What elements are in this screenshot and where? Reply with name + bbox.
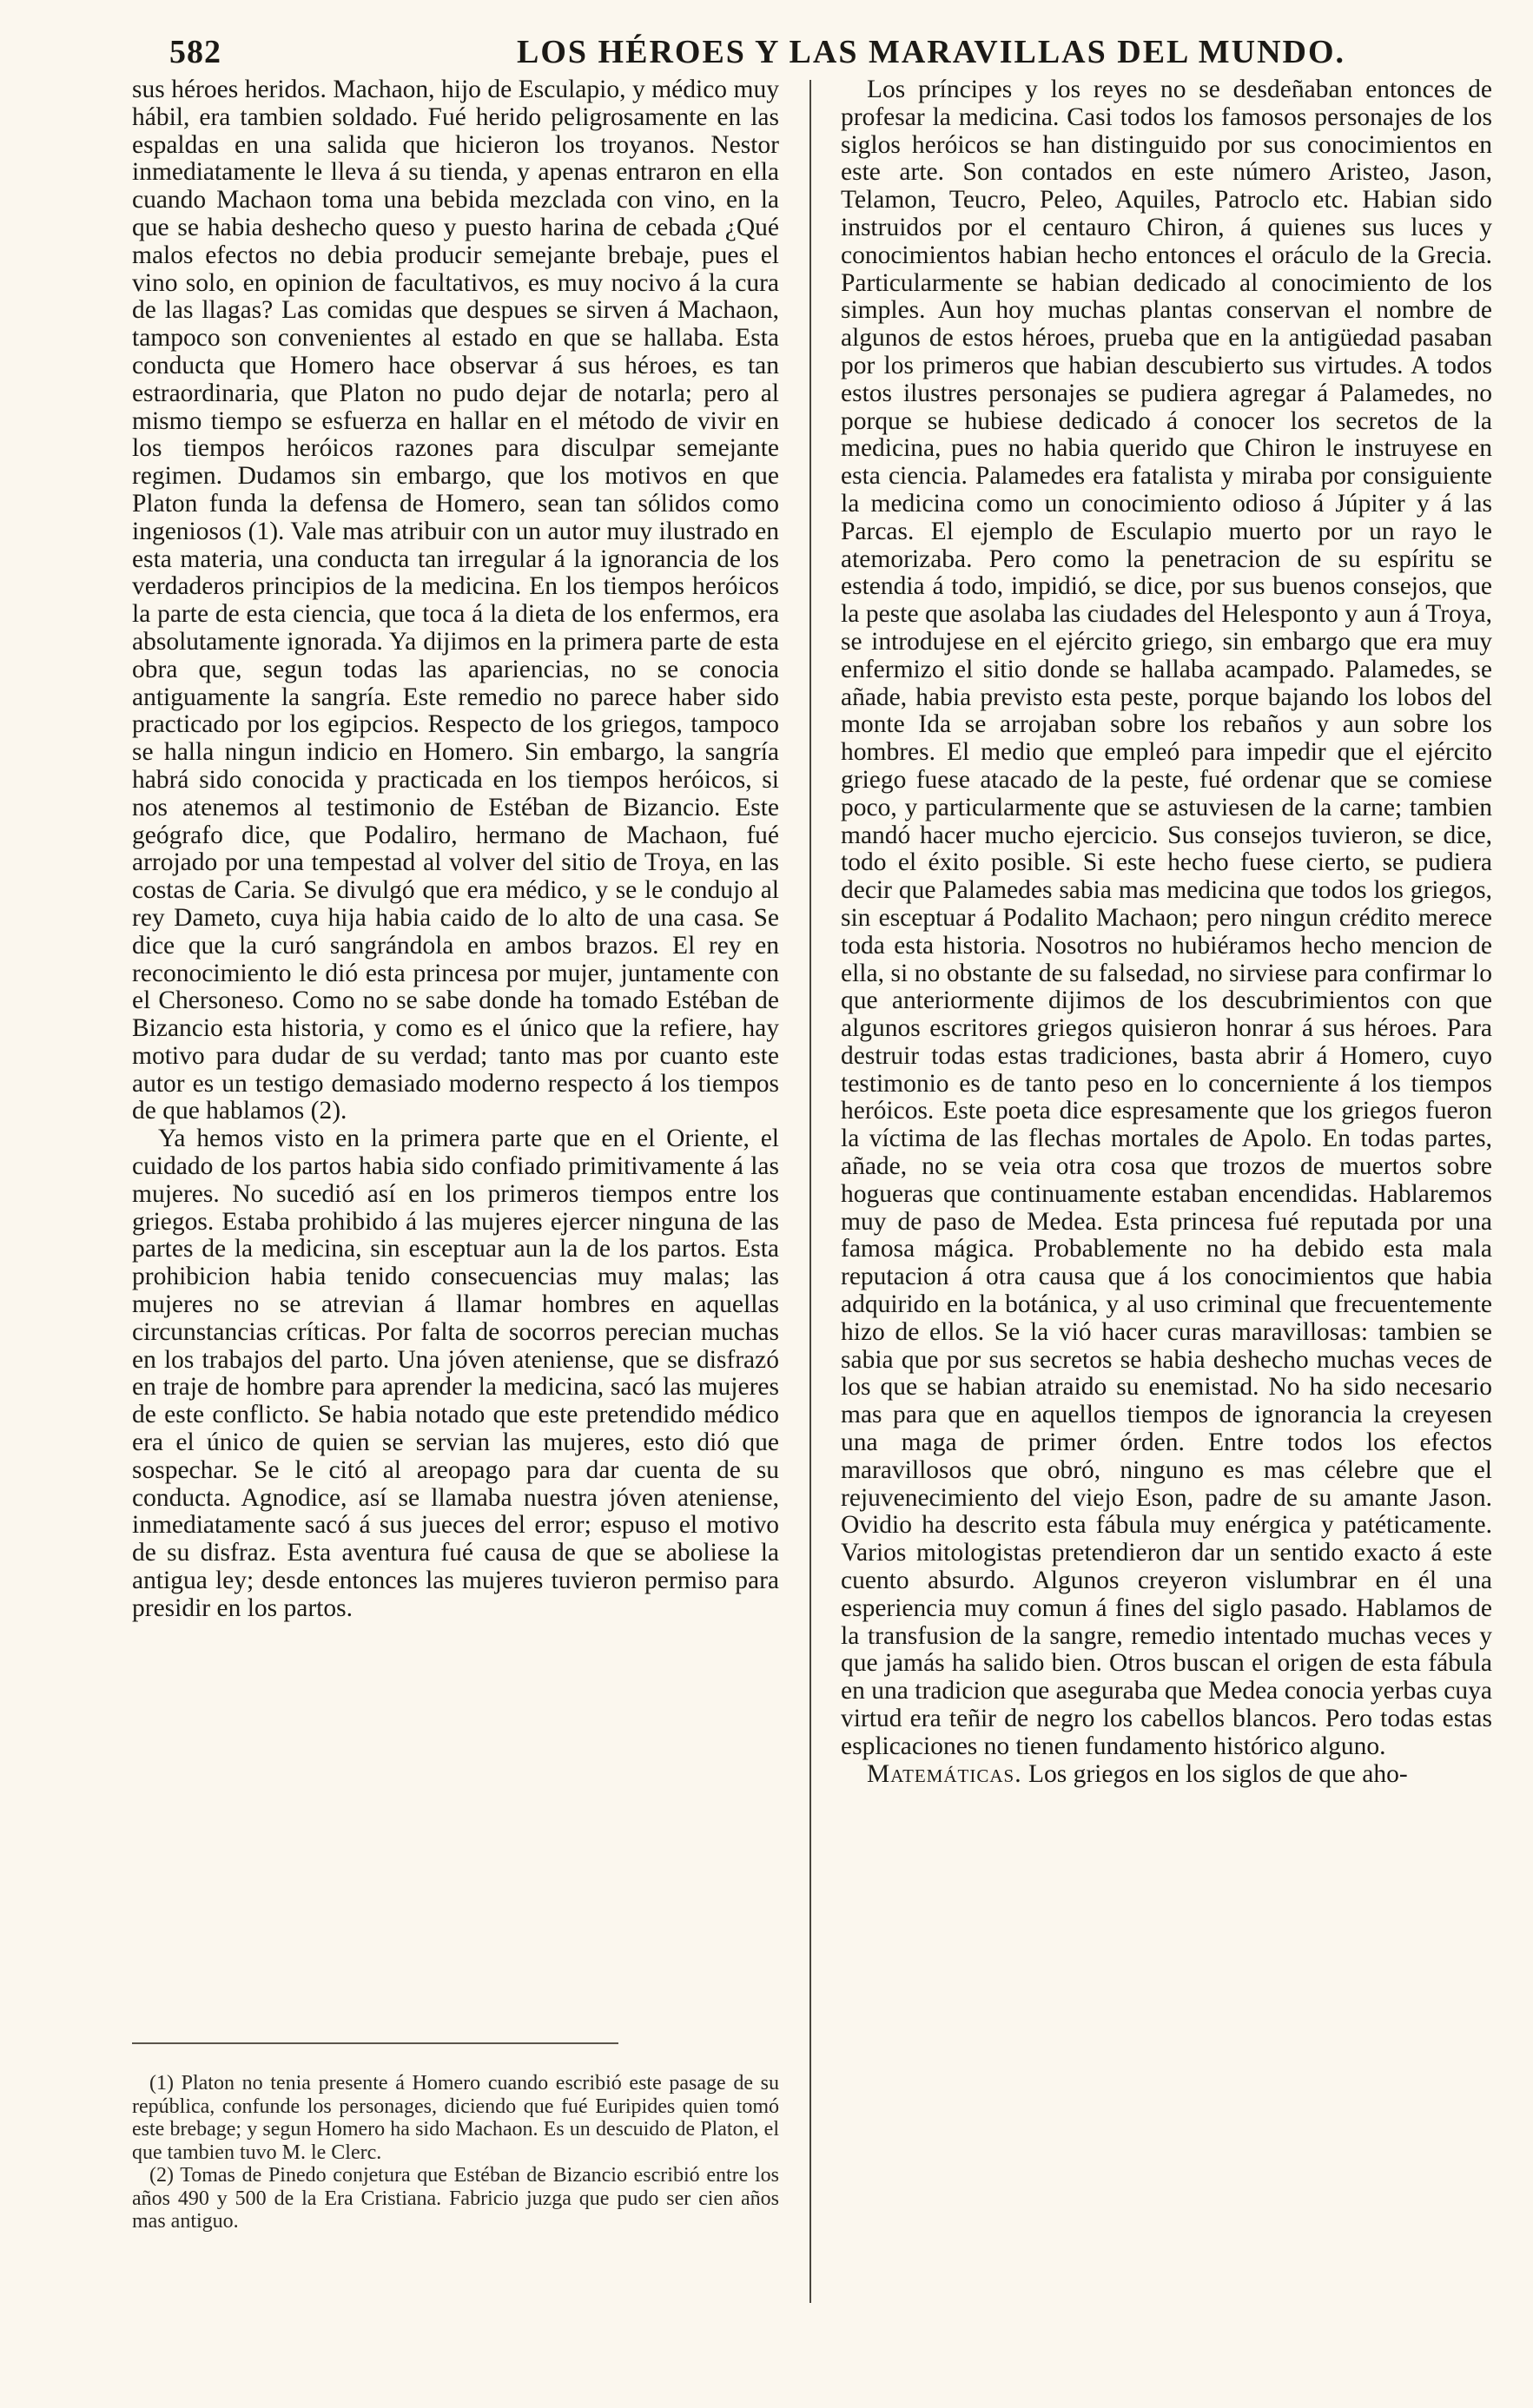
footnote-divider [132,2042,618,2044]
footnotes [132,2072,779,2233]
column-divider [809,80,811,2303]
section-heading: Matemáticas. [867,1759,1022,1788]
right-column [841,76,1492,1788]
paragraph: sus héroes heridos. Machaon, hijo de Esculapio, y médico muy hábil, era tambien soldado. Fué herido peligrosamente en las espaldas en una salida que hicieron los troyanos. Nestor inmediatamente le lleva á su tienda, y apenas entraron en ella cuando Machaon toma una bebida mezclada con vino, en la que se habia deshecho queso y puesto harina de cebada ¿Qué malos efectos no debia producir semejante brebaje, pues el vino solo, en opinion de facultativos, es muy nocivo á la cura de las llagas? Las comidas que despues se sirven á Machaon, tampoco son convenientes al estado en que se hallaba. Esta conducta que Homero hace observar á sus héroes, es tan estraordinaria, que Platon no pudo dejar de notarla; pero al mismo tiempo se esfuerza en hallar en el método de vivir en los tiempos heróicos razones para disculpar semejante regimen. Dudamos sin embargo, que los motivos en que Platon funda la defensa de Homero, sean tan sólidos como ingeniosos (1). Vale mas atribuir con un autor muy ilustrado en esta materia, una conducta tan irregular á la ignorancia de los verdaderos principios de la medicina. En los tiempos heróicos la parte de esta ciencia, que toca á la dieta de los enfermos, era absolutamente ignorada. Ya dijimos en la primera parte de esta obra que, segun todas las apariencias, no se conocia antiguamente la sangría. Este remedio no parece haber sido practicado por los egipcios. Respecto de los griegos, tampoco se halla ningun indicio en Homero. Sin embargo, la sangría habrá sido conocida y practicada en los tiempos heróicos, si nos atenemos al testimonio de Estéban de Bizancio. Este geógrafo dice, que Podaliro, hermano de Machaon, fué arrojado por una tempestad al volver del sitio de Troya, en las costas de Caria. Se divulgó que era médico, y se le condujo al rey Dameto, cuya hija habia caido de lo alto de una casa. Se dice que la curó sangrándola en ambos brazos. El rey en reconocimiento le dió esta princesa por mujer, juntamente con el Chersoneso. Como no se sabe donde ha tomado Estéban de Bizancio esta historia, y como es el único que la refiere, hay motivo para dudar de su verdad; tanto mas por cuanto este autor es un testigo demasiado moderno respecto á los tiempos de que hablamos (2). [132,76,779,1125]
section-start [841,1761,1492,1789]
paragraph: Ya hemos visto en la primera parte que en el Oriente, el cuidado de los partos habia sido confiado primitivamente á las mujeres. No sucedió así en los primeros tiempos entre los griegos. Estaba prohibido á las mujeres ejercer ninguna de las partes de la medicina, sin esceptuar aun la de los partos. Esta prohibicion habia tenido consecuencias muy malas; las mujeres no se atrevian á llamar hombres en aquellas circunstancias críticas. Por falta de socorros perecian muchas en los trabajos del parto. Una jóven ateniense, que se disfrazó en traje de hombre para aprender la medicina, sacó las mujeres de este conflicto. Se habia notado que este pretendido médico era el único de quien se servian las mujeres, esto dió que sospechar. Se le citó al areopago para dar cuenta de su conducta. Agnodice, así se llamaba nuestra jóven ateniense, inmediatamente sacó á sus jueces del error; espuso el motivo de su disfraz. Esta aventura fué causa de que se aboliese la antigua ley; desde entonces las mujeres tuvieron permiso para presidir en los partos. [132,1125,779,1622]
footnote: (2) Tomas de Pinedo conjetura que Estéban de Bizancio escribió entre los años 490 y 500 de la Era Cristiana. Fabricio juzga que pudo ser cien años mas antiguo. [132,2164,779,2233]
footnote: (1) Platon no tenia presente á Homero cuando escribió este pasage de su república, confunde los personages, diciendo que fué Euripides quien tomó este brebage; y segun Homero ha sido Machaon. Es un descuido de Platon, el que tambien tuvo M. le Clerc. [132,2072,779,2164]
page-header [169,30,1472,82]
page-number: 582 [169,34,221,70]
left-column [132,76,779,1623]
running-title: LOS HÉROES Y LAS MARAVILLAS DEL MUNDO. [517,34,1346,70]
paragraph: Los príncipes y los reyes no se desdeñaban entonces de profesar la medicina. Casi todos los famosos personajes de los siglos heróicos se han distinguido por sus conocimientos en este arte. Son contados en este número Aristeo, Jason, Telamon, Teucro, Peleo, Aquiles, Patroclo etc. Habian sido instruidos por el centauro Chiron, á quienes sus luces y conocimientos habian hecho entonces el oráculo de la Grecia. Particularmente se habian dedicado al conocimiento de los simples. Aun hoy muchas plantas conservan el nombre de algunos de estos héroes, prueba que en la antigüedad pasaban por los primeros que habian descubierto sus virtudes. A todos estos ilustres personajes se pudiera agregar á Palamedes, no porque se hubiese dedicado á conocer los secretos de la medicina, pues no habia querido que Chiron le instruyese en esta ciencia. Palamedes era fatalista y miraba por consiguiente la medicina como un conocimiento odioso á Júpiter y á las Parcas. El ejemplo de Esculapio muerto por un rayo le atemorizaba. Pero como la penetracion de su espíritu se estendia á todo, impidió, se dice, por sus buenos consejos, que la peste que asolaba las ciudades del Helesponto y aun á Troya, se introdujese en el ejército griego, sin embargo que era muy enfermizo el sitio donde se hallaba acampado. Palamedes, se añade, habia previsto esta peste, porque bajando los lobos del monte Ida se arrojaban sobre los rebaños y aun sobre los hombres. El medio que empleó para impedir que el ejército griego fuese atacado de la peste, fué ordenar que se comiese poco, y particularmente que se astuviesen de la carne; tambien mandó hacer mucho ejercicio. Sus consejos tuvieron, se dice, todo el éxito posible. Si este hecho fuese cierto, se pudiera decir que Palamedes sabia mas medicina que todos los griegos, sin esceptuar á Podalito Machaon; pero ningun crédito merece toda esta historia. Nosotros no hubiéramos hecho mencion de ella, si no obstante de su falsedad, no sirviese para confirmar lo que anteriormente dijimos de los descubrimientos con que algunos escritores griegos quisieron honrar á sus héroes. Para destruir todas estas tradiciones, basta abrir á Homero, cuyo testimonio es de tanto peso en lo concerniente á los tiempos heróicos. Este poeta dice espresamente que los griegos fueron la víctima de las flechas mortales de Apolo. En todas partes, añade, no se veia otra cosa que trozos de muertos sobre hogueras que continuamente estaban encendidas. Hablaremos muy de paso de Medea. Esta princesa fué reputada por una famosa mágica. Probablemente no ha debido esta mala reputacion á otra causa que á los conocimientos que habia adquirido en la botánica, y al uso criminal que frecuentemente hizo de ellos. Se la vió hacer curas maravillosas: tambien se sabia que por sus secretos se habia deshecho muchas veces de los que se habian atraido su enemistad. No ha sido necesario mas para que en aquellos tiempos de ignorancia la creyesen una maga de primer órden. Entre todos los efectos maravillosos que obró, ninguno es mas célebre que el rejuvenecimiento del viejo Eson, padre de su amante Jason. Ovidio ha descrito esta fábula muy enérgica y patéticamente. Varios mitologistas pretendieron dar un sentido exacto á este cuento absurdo. Algunos creyeron vislumbrar en él una esperiencia muy comun á fines del siglo pasado. Hablamos de la transfusion de la sangre, remedio intentado muchas veces y que jamás ha salido bien. Otros buscan el origen de esta fábula en una tradicion que aseguraba que Medea conocia yerbas cuya virtud era teñir de negro los cabellos blancos. Pero todas estas esplicaciones no tienen fundamento histórico alguno. [841,76,1492,1760]
section-text: Los griegos en los siglos de que aho- [1028,1759,1408,1788]
